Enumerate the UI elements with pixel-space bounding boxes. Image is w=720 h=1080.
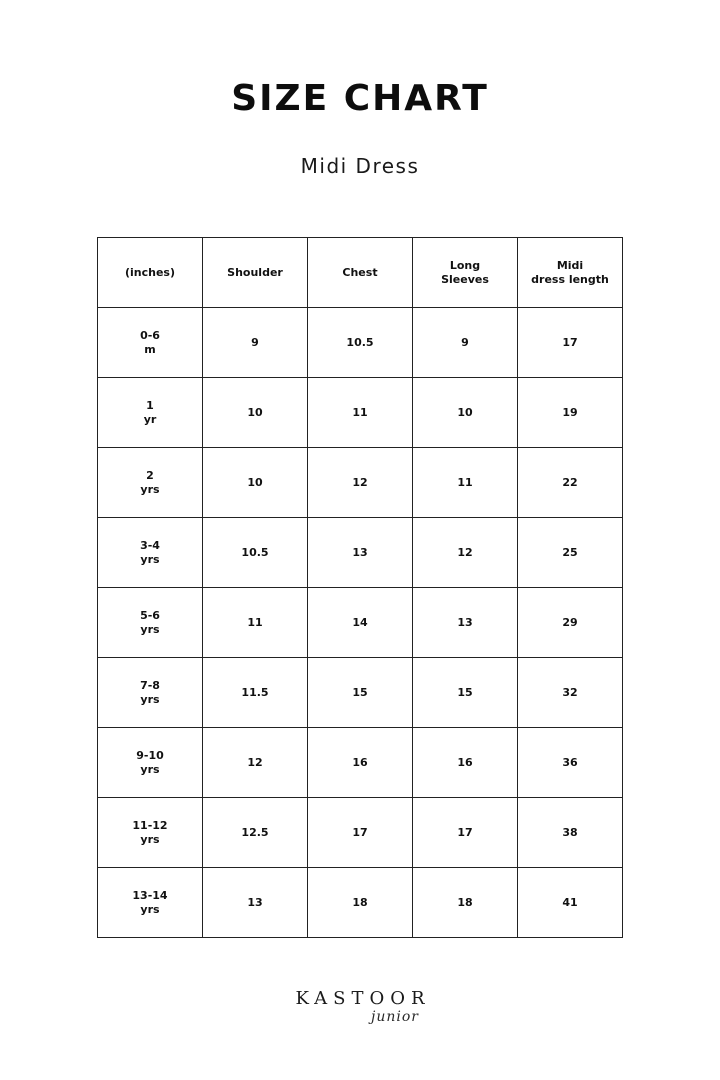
size-unit: m <box>144 342 156 356</box>
chest-cell: 12 <box>308 448 413 518</box>
size-label: 9-10 <box>136 748 164 762</box>
size-cell <box>98 588 203 658</box>
header-label: (inches) <box>124 265 175 279</box>
brand-logo <box>0 988 720 1025</box>
size-label: 7-8 <box>140 678 160 692</box>
table-row <box>98 798 623 868</box>
size-chart-table <box>97 237 623 938</box>
size-label: 0-6 <box>140 328 160 342</box>
header-label-line-2: dress length <box>531 272 609 286</box>
long-sleeves-cell: 9 <box>413 308 518 378</box>
midi-length-cell: 17 <box>518 308 623 378</box>
header-cell-midi-length <box>518 238 623 308</box>
long-sleeves-cell: 13 <box>413 588 518 658</box>
chest-cell: 11 <box>308 378 413 448</box>
long-sleeves-cell: 16 <box>413 728 518 798</box>
header-cell-shoulder <box>203 238 308 308</box>
long-sleeves-cell: 12 <box>413 518 518 588</box>
header-label-line-1: Long <box>449 258 481 272</box>
chest-cell: 10.5 <box>308 308 413 378</box>
table-row <box>98 728 623 798</box>
table-row <box>98 518 623 588</box>
shoulder-cell: 9 <box>203 308 308 378</box>
shoulder-cell: 12.5 <box>203 798 308 868</box>
size-label: 2 <box>146 468 154 482</box>
header-cell-unit <box>98 238 203 308</box>
long-sleeves-cell: 10 <box>413 378 518 448</box>
long-sleeves-cell: 15 <box>413 658 518 728</box>
long-sleeves-cell: 18 <box>413 868 518 938</box>
size-cell <box>98 518 203 588</box>
shoulder-cell: 10.5 <box>203 518 308 588</box>
midi-length-cell: 36 <box>518 728 623 798</box>
size-label: 3-4 <box>140 538 160 552</box>
size-unit: yrs <box>140 482 160 496</box>
page-subtitle: Midi Dress <box>300 154 420 178</box>
midi-length-cell: 32 <box>518 658 623 728</box>
size-unit: yrs <box>140 552 160 566</box>
brand-name: KASTOOR <box>295 988 431 1009</box>
size-cell <box>98 798 203 868</box>
table-row <box>98 868 623 938</box>
size-cell <box>98 728 203 798</box>
midi-length-cell: 22 <box>518 448 623 518</box>
shoulder-cell: 10 <box>203 448 308 518</box>
size-cell <box>98 868 203 938</box>
table-header-row <box>98 238 623 308</box>
size-unit: yr <box>143 412 157 426</box>
size-unit: yrs <box>140 902 160 916</box>
table-row <box>98 378 623 448</box>
brand-tagline: junior <box>371 1009 419 1025</box>
size-label: 13-14 <box>132 888 168 902</box>
midi-length-cell: 41 <box>518 868 623 938</box>
size-cell <box>98 658 203 728</box>
chest-cell: 13 <box>308 518 413 588</box>
size-label: 11-12 <box>132 818 168 832</box>
table-row <box>98 308 623 378</box>
chest-cell: 14 <box>308 588 413 658</box>
header-label: Shoulder <box>227 265 283 279</box>
size-label: 1 <box>146 398 154 412</box>
size-unit: yrs <box>140 832 160 846</box>
midi-length-cell: 19 <box>518 378 623 448</box>
table-row <box>98 588 623 658</box>
long-sleeves-cell: 17 <box>413 798 518 868</box>
midi-length-cell: 29 <box>518 588 623 658</box>
size-cell <box>98 378 203 448</box>
page-title: SIZE CHART <box>231 78 489 119</box>
header-cell-chest <box>308 238 413 308</box>
size-unit: yrs <box>140 692 160 706</box>
shoulder-cell: 12 <box>203 728 308 798</box>
header-label: Chest <box>342 265 378 279</box>
header-label-line-2: Sleeves <box>441 272 489 286</box>
size-unit: yrs <box>140 622 160 636</box>
size-cell <box>98 308 203 378</box>
size-unit: yrs <box>140 762 160 776</box>
table-row <box>98 658 623 728</box>
chest-cell: 15 <box>308 658 413 728</box>
shoulder-cell: 11 <box>203 588 308 658</box>
shoulder-cell: 10 <box>203 378 308 448</box>
table-row <box>98 448 623 518</box>
size-label: 5-6 <box>140 608 160 622</box>
chest-cell: 18 <box>308 868 413 938</box>
shoulder-cell: 11.5 <box>203 658 308 728</box>
size-cell <box>98 448 203 518</box>
shoulder-cell: 13 <box>203 868 308 938</box>
header-label-line-1: Midi <box>556 258 584 272</box>
chest-cell: 16 <box>308 728 413 798</box>
chest-cell: 17 <box>308 798 413 868</box>
long-sleeves-cell: 11 <box>413 448 518 518</box>
header-cell-long-sleeves <box>413 238 518 308</box>
midi-length-cell: 38 <box>518 798 623 868</box>
midi-length-cell: 25 <box>518 518 623 588</box>
